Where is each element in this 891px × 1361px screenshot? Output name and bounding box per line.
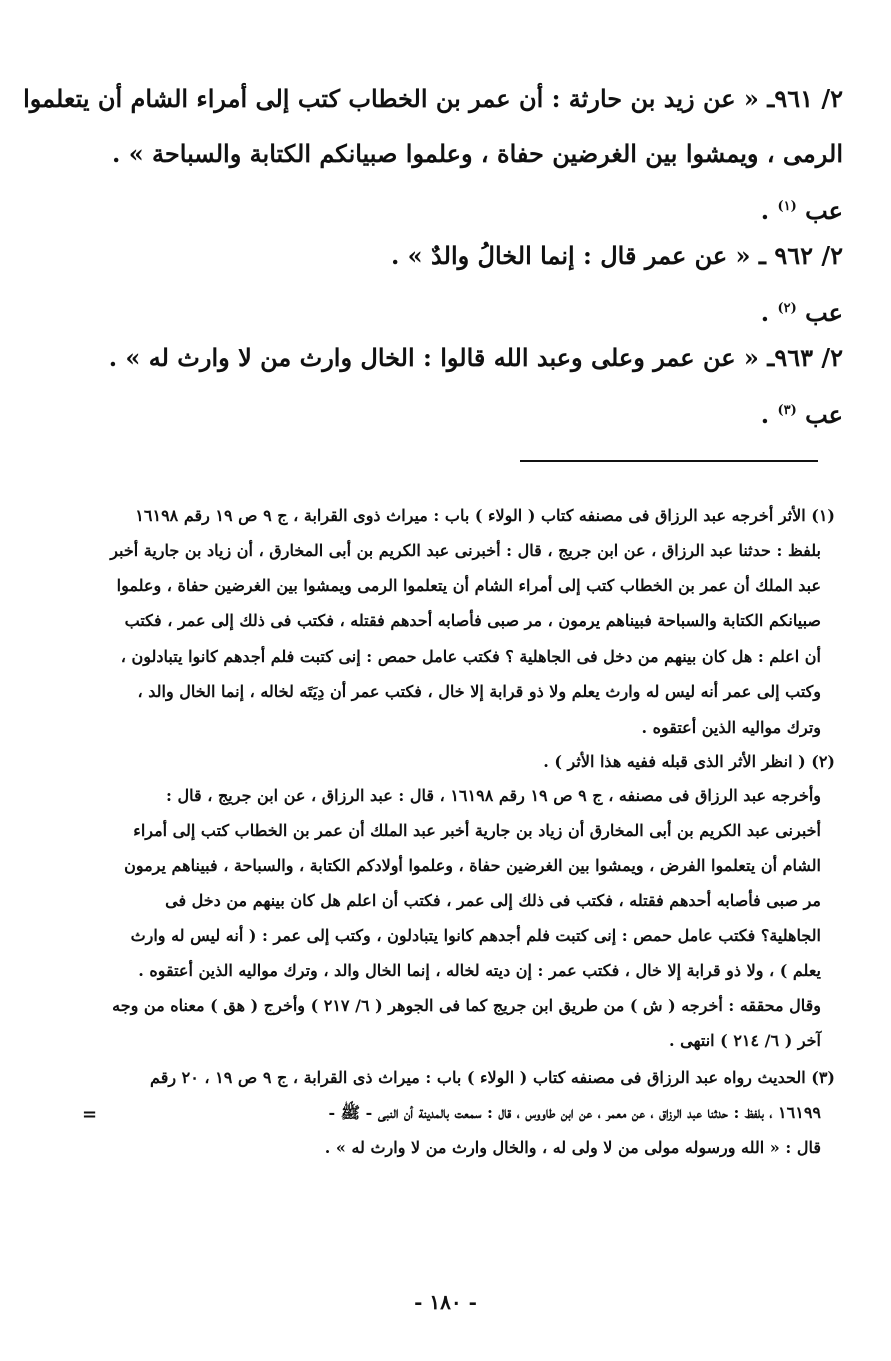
footnote-1-line-7: وترك مواليه الذين أعتقوه .	[641, 718, 821, 737]
footnote-2-line-9: آخر ( ٦/ ٢١٤ ) انتهى .	[669, 1031, 821, 1050]
footnote-3-line-3: قال : « الله ورسوله مولى من لا ولى له ، والخال وارث من لا وارث له » .	[324, 1138, 821, 1157]
footnote-3-line-2: ١٦١٩٩ ، بلفظ : حدثنا عبد الرزاق ، عن معمر ، عن ابن طاووس ، قال : سمعت بالمدينة أن النبى - ﷺ -	[328, 1103, 821, 1122]
footnote-2-line-3: أخبرنى عبد الكريم بن أبى المخارق أن زياد بن جارية أخبر عبد الملك أن عمر بن الخطاب كتب إلى أمراء	[133, 821, 821, 840]
page-number: - ١٨٠ -	[414, 1290, 477, 1314]
footnote-2-line-7: يعلم ) ، ولا ذو قرابة إلا خال ، فكتب عمر : إن ديته لخاله ، إنما الخال والد ، وترك مواليه الذين أعتقوه .	[138, 961, 821, 980]
footnote-1-line-3: عبد الملك أن عمر بن الخطاب كتب إلى أمراء الشام أن يتعلموا الرمى ويمشوا بين الغرضين حفاة ، وعلموا	[116, 576, 821, 595]
footnote-1-line-5: أن اعلم : هل كان بينهم من دخل فى الجاهلية ؟ فكتب عامل حمص : إنى كتبت فلم أجدهم كانوا يتبادلون ،	[120, 647, 821, 666]
footnote-1-line-1: (١) الأثر أخرجه عبد الرزاق فى مصنفه كتاب ( الولاء ) باب : ميراث ذوى القرابة ، ج ٩ ص ١٩ رقم ١٦١٩٨	[135, 506, 835, 525]
source-abbrev: عب	[805, 400, 843, 429]
entry-963-line-1: ٢/ ٩٦٣ـ « عن عمر وعلى وعبد الله قالوا : الخال وارث من لا وارث له » .	[108, 343, 843, 372]
footnote-1-line-2: بلفظ : حدثنا عبد الرزاق ، عن ابن جريج ، قال : أخبرنى عبد الكريم بن أبى المخارق ، أن زياد بن جارية أخبر	[110, 541, 821, 560]
footnote-1-line-6: وكتب إلى عمر أنه ليس له وارث يعلم ولا ذو قرابة إلا خال ، فكتب عمر أن دِيَتَه لخاله ، إنما الخال والد ،	[137, 682, 821, 701]
entry-962-source	[761, 292, 843, 330]
footnote-2-line-1: (٢) ( انظر الأثر الذى قبله ففيه هذا الأثر ) .	[543, 752, 835, 771]
footnote-1-line-4: صبيانكم الكتابة والسباحة فبيناهم يرمون ، مر صبى فأصابه أحدهم فقتله ، فكتب فى ذلك إلى عمر ، فكتب	[124, 611, 821, 630]
entry-961-line-1: ٢/ ٩٦١ـ « عن زيد بن حارثة : أن عمر بن الخطاب كتب إلى أمراء الشام أن يتعلموا	[23, 84, 843, 113]
footnote-ref-1[interactable]: (١)	[777, 199, 797, 214]
footnote-3-line-1: (٣) الحديث رواه عبد الرزاق فى مصنفه كتاب ( الولاء ) باب : ميراث ذى القرابة ، ج ٩ ص ١٩ ، ٢٠ رقم	[150, 1068, 835, 1087]
source-abbrev: عب	[805, 196, 843, 225]
continuation-mark: =	[82, 1104, 98, 1125]
footnote-divider	[520, 460, 818, 462]
period: .	[760, 196, 770, 225]
footnote-ref-3[interactable]: (٣)	[777, 403, 797, 418]
period: .	[760, 298, 770, 327]
footnote-ref-2[interactable]: (٢)	[777, 301, 797, 316]
period: .	[760, 400, 770, 429]
entry-961-source	[761, 190, 843, 228]
entry-963-source	[761, 394, 843, 432]
footnote-2-line-4: الشام أن يتعلموا الفرض ، ويمشوا بين الغرضين حفاة ، وعلموا أولادكم الكتابة ، والسباحة ، فبيناهم يرمون	[124, 856, 821, 875]
footnote-2-line-6: الجاهلية؟ فكتب عامل حمص : إنى كتبت فلم أجدهم كانوا يتبادلون ، وكتب إلى عمر : ( أنه ليس له وارث	[130, 926, 821, 945]
entry-961-line-2: الرمى ، ويمشوا بين الغرضين حفاة ، وعلموا صبيانكم الكتابة والسباحة » .	[111, 139, 843, 168]
source-abbrev: عب	[805, 298, 843, 327]
footnote-2-line-2: وأخرجه عبد الرزاق فى مصنفه ، ج ٩ ص ١٩ رقم ١٦١٩٨ ، قال : عبد الرزاق ، عن ابن جريج ، قال :	[166, 786, 821, 805]
footnote-2-line-5: مر صبى فأصابه أحدهم فقتله ، فكتب فى ذلك إلى عمر ، فكتب أن اعلم هل كان بينهم من دخل فى	[165, 891, 821, 910]
footnote-2-line-8: وقال محققه : أخرجه ( ش ) من طريق ابن جريج كما فى الجوهر ( ٦/ ٢١٧ ) وأخرج ( هق ) معناه من وجه	[112, 996, 821, 1015]
entry-962-line-1: ٢/ ٩٦٢ ـ « عن عمر قال : إنما الخالُ والدٌ » .	[390, 241, 843, 270]
